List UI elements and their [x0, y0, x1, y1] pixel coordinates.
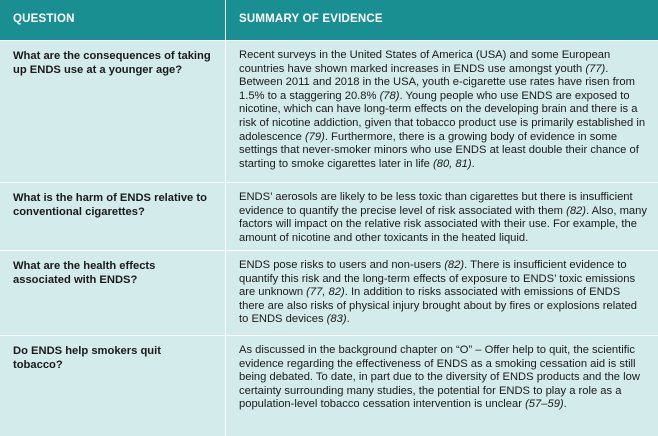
table-row [0, 182, 658, 250]
citation: (79) [304, 130, 325, 143]
citation: (80, 81) [433, 157, 472, 170]
citation: (78) [379, 89, 400, 102]
evidence-text: . [471, 157, 475, 170]
table-header [0, 0, 658, 40]
evidence-cell [226, 251, 658, 335]
citation: (57–59) [525, 398, 564, 411]
question-cell: What are the health effects associated with ENDS? [0, 251, 226, 335]
table-row [0, 335, 658, 436]
evidence-text: . Between 2011 and 2018 in the USA, youth e-cigarette use rates have risen from 1.5% to a staggering 20.8% [239, 62, 635, 102]
evidence-text: . Furthermore, there is a growing body of evidence in some settings that never-smoker minors who use ENDS at least double their chance of starting to smoke cigarettes later in life [239, 130, 639, 170]
evidence-cell [226, 336, 658, 436]
evidence-text: . [346, 313, 350, 326]
citation: (82) [566, 204, 586, 217]
citation: (77) [585, 62, 606, 75]
question-cell: Do ENDS help smokers quit tobacco? [0, 336, 226, 436]
evidence-text: . [563, 398, 567, 411]
evidence-text: . Also, many factors will impact on the relative risk associated with their use. For example, the amount of nicotine and other toxicants in the heated liquid. [239, 204, 647, 244]
evidence-text: . There is insufficient evidence to quantify this risk and the long-term effects of exposure to ENDS’ toxic emissions are unknown [239, 259, 636, 299]
evidence-text: Recent surveys in the United States of America (USA) and some European countries have shown marked increases in ENDS use amongst youth [239, 49, 611, 75]
summary-column-header: SUMMARY OF EVIDENCE [239, 13, 383, 25]
evidence-text: . In addition to risks associated with emissions of ENDS there are also risks of physical injury brought about by fires or explosions related to ENDS devices [239, 286, 637, 326]
evidence-text: . Young people who use ENDS are exposed to nicotine, which can have long-term effects on the developing brain and there is a risk of nicotine addiction, given that tobacco product use is primarily established in adolescence [239, 89, 646, 143]
question-cell: What is the harm of ENDS relative to conventional cigarettes? [0, 183, 226, 250]
table-row [0, 40, 658, 182]
citation: (83) [326, 313, 347, 326]
citation: (82) [444, 259, 465, 271]
evidence-text: ENDS pose risks to users and non-users [239, 259, 445, 271]
table-row [0, 250, 658, 335]
evidence-cell [226, 183, 658, 250]
evidence-text: As discussed in the background chapter on “O” – Offer help to quit, the scientific evidence regarding the effectiveness of ENDS as a smoking cessation aid is still being debated. To date, in part due to the diversity of ENDS products and the low certainty surrounding many studies, the potential for ENDS to play a role as a population-level tobacco cessation intervention is unclear [239, 344, 640, 411]
citation: (77, 82) [306, 286, 345, 299]
question-column-header: QUESTION [0, 0, 226, 40]
question-cell: What are the consequences of taking up ENDS use at a younger age? [0, 41, 226, 182]
evidence-cell [226, 41, 658, 182]
evidence-text: ENDS’ aerosols are likely to be less toxic than cigarettes but there is insufficient evidence to quantify the precise level of risk associated with them [239, 191, 633, 217]
